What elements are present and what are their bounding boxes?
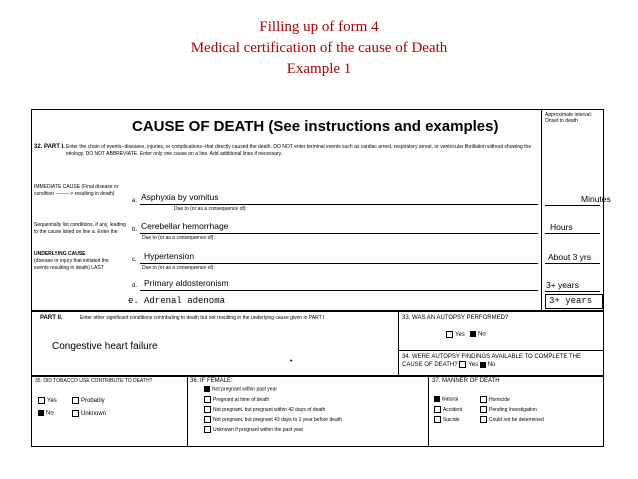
- line-d-cause[interactable]: Primary aldosteronism: [144, 278, 229, 288]
- line-b-rule: [140, 233, 538, 234]
- female-option-4[interactable]: Not pregnant, but pregnant 43 days to 1 year before death: [204, 416, 342, 423]
- tobacco-divider: [187, 375, 188, 446]
- line-e-cause[interactable]: Adrenal adenoma: [144, 296, 226, 306]
- female-option-2-checkbox[interactable]: [204, 396, 211, 403]
- autopsy-no[interactable]: No: [470, 331, 486, 338]
- underlying-label: UNDERLYING CAUSE: [34, 251, 86, 257]
- line-b-interval-rule: [545, 233, 600, 234]
- manner-natural[interactable]: Natural: [434, 396, 458, 402]
- slide-title-line-1: Filling up of form 4: [259, 19, 379, 35]
- female-option-1[interactable]: Not pregnant within past year: [204, 386, 277, 392]
- female-option-1-checkbox[interactable]: [204, 386, 210, 392]
- female-question: 36. IF FEMALE:: [190, 378, 233, 384]
- tobacco-yes[interactable]: Yes: [38, 397, 57, 404]
- manner-accident-checkbox[interactable]: [434, 406, 441, 413]
- part1-number: 32. PART I.: [34, 144, 65, 150]
- tobacco-unknown[interactable]: Unknown: [72, 410, 106, 417]
- line-d-interval-rule: [545, 291, 600, 292]
- death-certificate-form: [31, 109, 611, 447]
- manner-undetermined[interactable]: Could not be determined: [480, 416, 544, 423]
- manner-pending-checkbox[interactable]: [480, 406, 487, 413]
- part1-instructions: Enter the chain of events--diseases, injuries, or complications--that directly caused the death. DO NOT enter terminal events such as cardiac arrest, respiratory arrest, or ventricular fibrillation without showing the etiology. DO NOT ABBREVIATE. Enter only one cause on a line. Add additional lines if necessary.: [66, 144, 532, 157]
- manner-question: 37. MANNER OF DEATH: [432, 378, 500, 384]
- part1-bottom-rule: [32, 310, 603, 312]
- tobacco-probably[interactable]: Probably: [72, 397, 105, 404]
- female-option-5[interactable]: Unknown if pregnant within the past year: [204, 426, 303, 433]
- line-c-interval-rule: [545, 263, 600, 264]
- line-e-interval[interactable]: 3+ years: [549, 296, 593, 306]
- female-option-2[interactable]: Pregnant at time of death: [204, 396, 269, 403]
- part2-number: PART II.: [40, 315, 63, 321]
- female-option-5-checkbox[interactable]: [204, 426, 211, 433]
- tobacco-yes-checkbox[interactable]: [38, 397, 45, 404]
- line-d-letter: d.: [132, 283, 138, 289]
- female-divider: [428, 375, 429, 446]
- tobacco-probably-checkbox[interactable]: [72, 397, 79, 404]
- line-c-rule: [140, 263, 538, 264]
- line-b-cause[interactable]: Cerebellar hemorrhage: [141, 221, 229, 231]
- stray-mark: •: [290, 358, 293, 365]
- line-d-rule: [140, 290, 538, 291]
- line-b-due-to: Due to (or as a consequence of):: [142, 235, 215, 241]
- part2-divider: [398, 312, 399, 375]
- line-a-rule: [140, 204, 538, 205]
- manner-suicide-checkbox[interactable]: [434, 416, 441, 423]
- findings-yes-checkbox[interactable]: [459, 361, 466, 368]
- line-a-due-to: Due to (or as a consequence of):: [174, 206, 247, 212]
- slide-title-line-3: Example 1: [286, 61, 352, 77]
- interval-column-divider: [541, 110, 542, 310]
- tobacco-no[interactable]: No: [38, 410, 54, 417]
- female-option-3[interactable]: Not pregnant, but pregnant within 42 days of death: [204, 406, 325, 413]
- female-option-4-checkbox[interactable]: [204, 416, 211, 423]
- autopsy-yes[interactable]: Yes: [446, 331, 465, 338]
- underlying-sub: (disease or injury that initiated the events resulting in death) LAST: [34, 258, 109, 271]
- autopsy-divider: [398, 350, 603, 351]
- manner-homicide-checkbox[interactable]: [480, 396, 487, 403]
- manner-natural-checkbox[interactable]: [434, 396, 440, 402]
- form-heading: CAUSE OF DEATH (See instructions and examples): [132, 118, 499, 135]
- findings-no-checkbox[interactable]: [480, 362, 486, 368]
- line-b-letter: b.: [132, 227, 138, 233]
- line-d-interval[interactable]: 3+ years: [546, 280, 579, 290]
- line-b-interval[interactable]: Hours: [550, 222, 573, 232]
- line-a-interval-rule: [545, 205, 600, 206]
- line-c-cause[interactable]: Hypertension: [144, 251, 195, 261]
- line-a-letter: a.: [132, 198, 138, 204]
- manner-pending[interactable]: Pending Investigation: [480, 406, 537, 413]
- slide-title-line-2: Medical certification of the cause of Death: [190, 40, 448, 56]
- manner-accident[interactable]: Accident: [434, 406, 462, 413]
- part2-bottom-rule: [32, 375, 603, 377]
- part2-value[interactable]: Congestive heart failure: [52, 341, 158, 352]
- tobacco-unknown-checkbox[interactable]: [72, 410, 79, 417]
- autopsy-findings-question: 34. WERE AUTOPSY FINDINGS AVAILABLE TO COMPLETE THE CAUSE OF DEATH? Yes No: [402, 354, 581, 369]
- line-c-interval[interactable]: About 3 yrs: [548, 252, 591, 262]
- tobacco-question: 35. DID TOBACCO USE CONTRIBUTE TO DEATH?: [35, 378, 153, 384]
- sequential-label: Sequentially list conditions, if any, leading to the cause listed on line a. Enter the: [34, 222, 126, 235]
- line-a-cause[interactable]: Asphyxia by vomitus: [141, 192, 219, 202]
- interval-header: Approximate interval: Onset to death: [545, 112, 592, 124]
- manner-suicide[interactable]: Suicide: [434, 416, 459, 423]
- immediate-cause-label: IMMEDIATE CAUSE (Final disease or condition ---------> resulting in death): [34, 184, 119, 197]
- part2-instructions: Enter other significant conditions contributing to death but not resulting in the underlying cause given in PART I: [80, 315, 325, 321]
- manner-homicide[interactable]: Homicide: [480, 396, 510, 403]
- line-c-letter: c.: [132, 257, 137, 263]
- autopsy-question: 33. WAS AN AUTOPSY PERFORMED?: [402, 315, 509, 321]
- line-e-letter: e.: [128, 296, 139, 306]
- manner-undetermined-checkbox[interactable]: [480, 416, 487, 423]
- female-option-3-checkbox[interactable]: [204, 406, 211, 413]
- line-c-due-to: Due to (or as a consequence of):: [142, 265, 215, 271]
- line-a-interval[interactable]: Minutes: [581, 194, 611, 204]
- autopsy-no-checkbox[interactable]: [470, 331, 476, 337]
- autopsy-yes-checkbox[interactable]: [446, 331, 453, 338]
- tobacco-no-checkbox[interactable]: [38, 410, 44, 416]
